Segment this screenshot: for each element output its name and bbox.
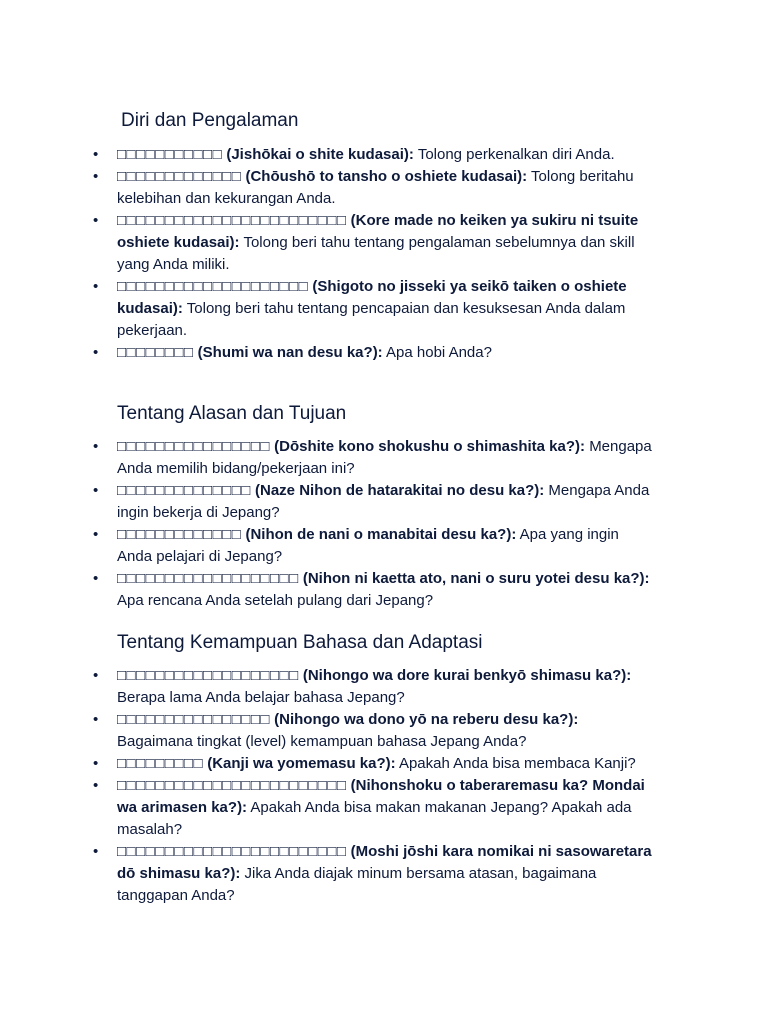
list-item — [93, 775, 657, 841]
translation-text: Tolong beritahu kelebihan dan kekurangan Anda. — [117, 168, 634, 207]
list-item — [93, 342, 657, 364]
bullet-icon: • — [93, 777, 99, 794]
section-title-diri: Diri dan Pengalaman — [121, 110, 299, 131]
romaji-text: (Nihon ni kaetta ato, nani o suru yotei desu ka?): — [302, 570, 650, 587]
bullet-icon: • — [93, 146, 99, 163]
romaji-text: (Nihonshoku o taberaremasu ka? Mondai wa arimasen ka?): — [117, 777, 645, 816]
romaji-text: (Naze Nihon de hatarakitai no desu ka?): — [255, 482, 545, 499]
bullet-icon: • — [93, 570, 99, 587]
list-item — [93, 753, 657, 775]
japanese-text: □□□□□□□□□□□□□□□□□□□□□□□□ — [117, 843, 347, 860]
romaji-text: (Shigoto no jisseki ya seikō taiken o oshiete kudasai): — [117, 278, 627, 317]
bullet-icon: • — [93, 755, 99, 772]
list-item — [93, 709, 657, 753]
translation-text: Tolong beri tahu tentang pengalaman sebelumnya dan skill yang Anda miliki. — [117, 234, 635, 273]
romaji-text: (Nihongo wa dore kurai benkyō shimasu ka?): — [302, 667, 632, 684]
translation-text: Jika Anda diajak minum bersama atasan, bagaimana tanggapan Anda? — [117, 865, 597, 904]
japanese-text: □□□□□□□□□□□□□□ — [117, 482, 251, 499]
japanese-text: □□□□□□□□□□□□□□□□□□□ — [117, 667, 299, 684]
list-item — [93, 841, 657, 907]
list-item — [93, 276, 657, 342]
translation-text: Berapa lama Anda belajar bahasa Jepang? — [117, 689, 405, 706]
bullet-icon: • — [93, 482, 99, 499]
japanese-text: □□□□□□□□□ — [117, 755, 204, 772]
question-list-bahasa — [93, 665, 657, 907]
list-item — [93, 210, 657, 276]
list-item — [93, 665, 657, 709]
romaji-text: (Moshi jōshi kara nomikai ni sasowaretara dō shimasu ka?): — [117, 843, 652, 882]
japanese-text: □□□□□□□□□□□□□□□□□□□□ — [117, 278, 309, 295]
romaji-text: (Nihon de nani o manabitai desu ka?): — [245, 526, 517, 543]
translation-text: Apa hobi Anda? — [386, 344, 492, 361]
romaji-text: (Dōshite kono shokushu o shimashita ka?): — [274, 438, 586, 455]
bullet-icon: • — [93, 344, 99, 361]
bullet-icon: • — [93, 278, 99, 295]
translation-text: Apakah Anda bisa membaca Kanji? — [398, 755, 636, 772]
bullet-icon: • — [93, 667, 99, 684]
translation-text: Apakah Anda bisa makan makanan Jepang? Apakah ada masalah? — [117, 799, 632, 838]
romaji-text: (Jishōkai o shite kudasai): — [226, 146, 414, 163]
romaji-text: (Kore made no keiken ya sukiru ni tsuite oshiete kudasai): — [117, 212, 639, 251]
translation-text: Apa rencana Anda setelah pulang dari Jepang? — [117, 592, 434, 609]
bullet-icon: • — [93, 438, 99, 455]
list-item — [93, 480, 657, 524]
japanese-text: □□□□□□□□□□□□□□□□ — [117, 711, 270, 728]
japanese-text: □□□□□□□□□□□□□□□□□□□□□□□□ — [117, 777, 347, 794]
translation-text: Tolong perkenalkan diri Anda. — [417, 146, 615, 163]
question-list-alasan — [93, 436, 657, 612]
japanese-text: □□□□□□□□□□□□□ — [117, 168, 242, 185]
translation-text: Apa yang ingin Anda pelajari di Jepang? — [117, 526, 619, 565]
japanese-text: □□□□□□□□□□□□□□□□□□□ — [117, 570, 299, 587]
bullet-icon: • — [93, 711, 99, 728]
translation-text: Tolong beri tahu tentang pencapaian dan kesuksesan Anda dalam pekerjaan. — [117, 300, 626, 339]
japanese-text: □□□□□□□□□□□□□ — [117, 526, 242, 543]
translation-text: Mengapa Anda memilih bidang/pekerjaan ini? — [117, 438, 652, 477]
bullet-icon: • — [93, 843, 99, 860]
list-item — [93, 166, 657, 210]
japanese-text: □□□□□□□□□□□ — [117, 146, 223, 163]
bullet-icon: • — [93, 212, 99, 229]
japanese-text: □□□□□□□□ — [117, 344, 194, 361]
translation-text: Mengapa Anda ingin bekerja di Jepang? — [117, 482, 650, 521]
translation-text: Bagaimana tingkat (level) kemampuan bahasa Jepang Anda? — [117, 733, 527, 750]
bullet-icon: • — [93, 526, 99, 543]
romaji-text: (Shumi wa nan desu ka?): — [197, 344, 383, 361]
list-item — [93, 568, 657, 612]
romaji-text: (Chōushō to tansho o oshiete kudasai): — [245, 168, 528, 185]
section-title-alasan: Tentang Alasan dan Tujuan — [117, 403, 347, 424]
question-list-diri — [93, 144, 657, 364]
list-item — [93, 144, 657, 166]
romaji-text: (Kanji wa yomemasu ka?): — [207, 755, 396, 772]
bullet-icon: • — [93, 168, 99, 185]
japanese-text: □□□□□□□□□□□□□□□□□□□□□□□□ — [117, 212, 347, 229]
romaji-text: (Nihongo wa dono yō na reberu desu ka?): — [274, 711, 579, 728]
japanese-text: □□□□□□□□□□□□□□□□ — [117, 438, 270, 455]
list-item — [93, 524, 657, 568]
list-item — [93, 436, 657, 480]
section-title-bahasa: Tentang Kemampuan Bahasa dan Adaptasi — [117, 632, 483, 653]
